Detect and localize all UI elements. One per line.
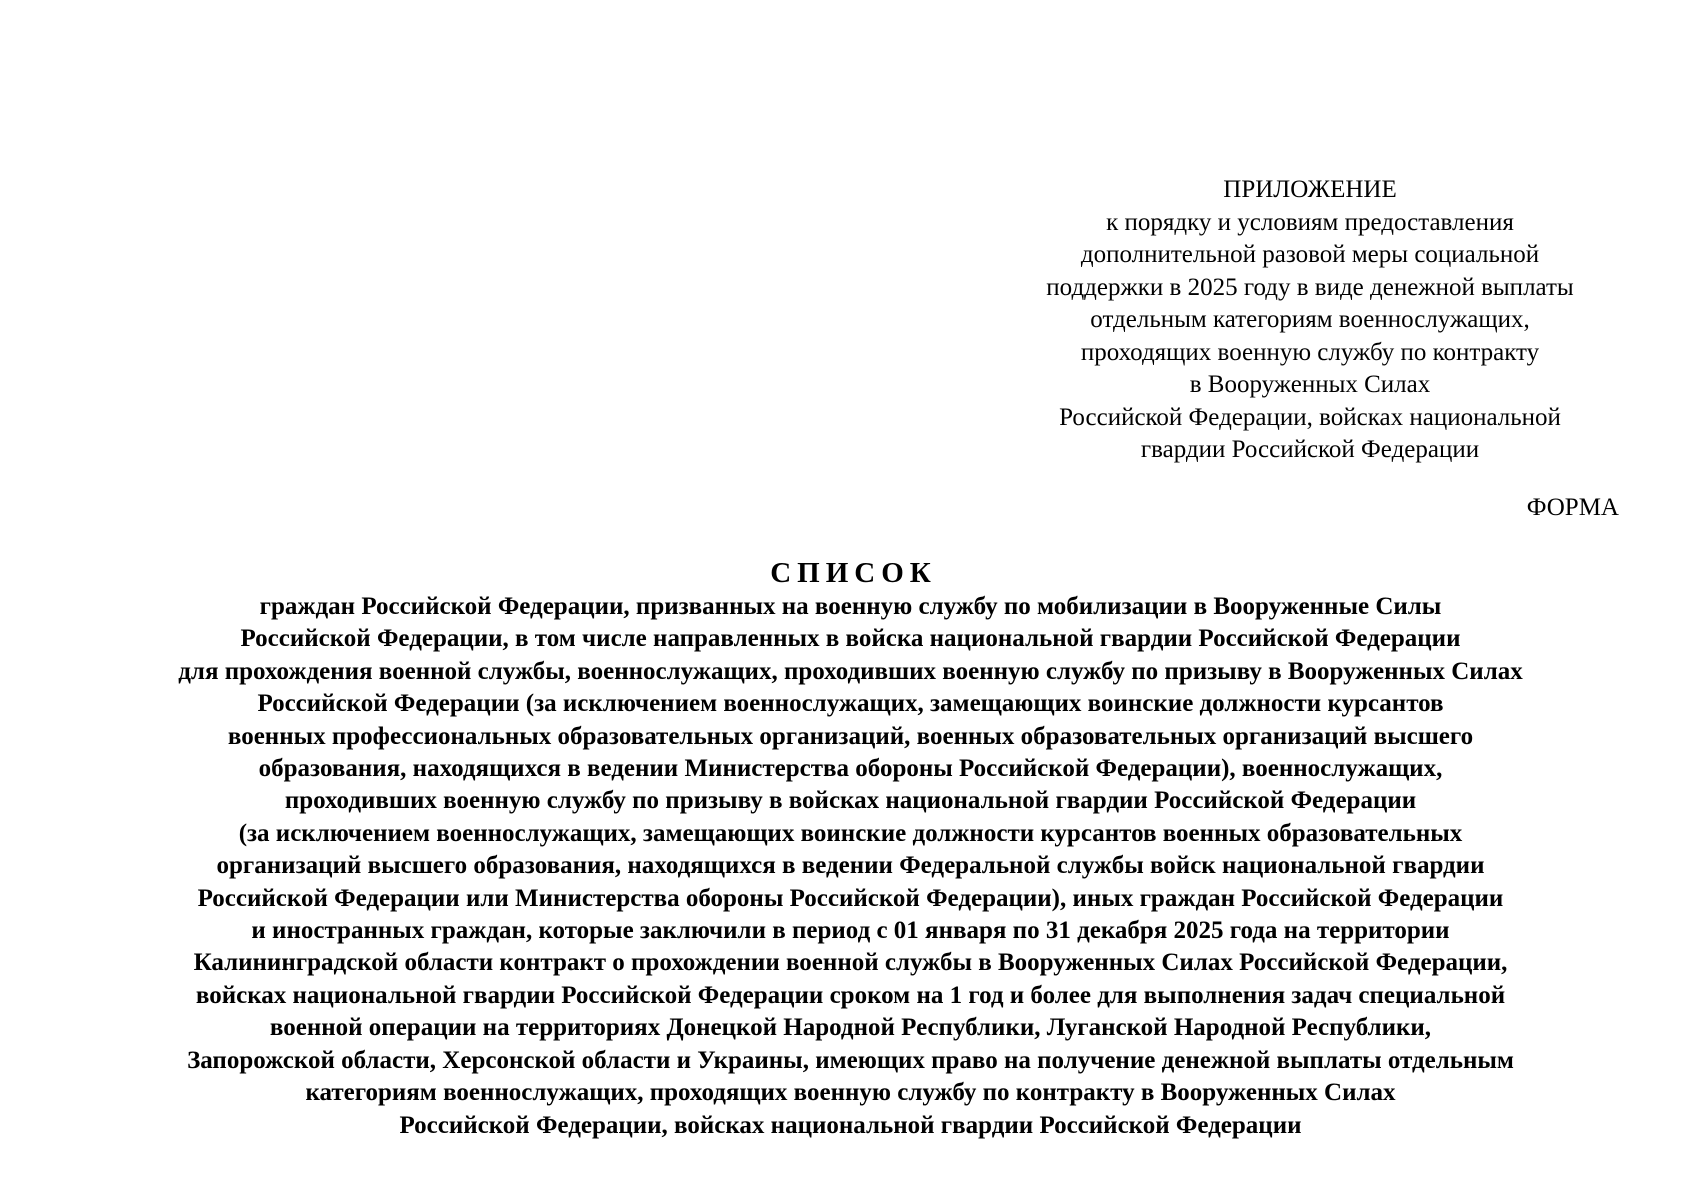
list-line: образования, находящихся в ведении Министерства обороны Российской Федерации), военнослужащих,: [258, 755, 1443, 783]
list-line: Российской Федерации (за исключением военнослужащих, замещающих воинские должности курсантов: [257, 690, 1444, 718]
list-line: проходивших военную службу по призыву в войсках национальной гвардии Российской Федерации: [284, 787, 1417, 815]
list-line: граждан Российской Федерации, призванных на военную службу по мобилизации в Вооруженные Силы: [259, 593, 1442, 620]
list-line: организаций высшего образования, находящихся в ведении Федеральной службы войск национальной гвардии: [216, 852, 1485, 880]
appendix-line: Российской Федерации, войсках национальной: [1059, 403, 1561, 431]
appendix-line: отдельным категориям военнослужащих,: [1090, 306, 1530, 333]
list-line: военных профессиональных образовательных организаций, военных образовательных организаций высшего: [227, 722, 1474, 750]
appendix-line: к порядку и условиям предоставления: [1106, 208, 1514, 236]
appendix-line: гвардии Российской Федерации: [1140, 436, 1480, 463]
list-title: СПИСОК: [770, 557, 937, 589]
list-line: войсках национальной гвардии Российской Федерации сроком на 1 год и более для выполнения задач специальной: [195, 981, 1506, 1009]
appendix-title: ПРИЛОЖЕНИЕ: [1223, 176, 1397, 203]
appendix-line: поддержки в 2025 году в виде денежной выплаты: [1046, 273, 1574, 301]
form-mark: ФОРМА: [1526, 494, 1619, 521]
list-line: Российской Федерации, войсках национальной гвардии Российской Федерации: [399, 1111, 1302, 1139]
appendix-block: [980, 174, 1640, 467]
list-line: Российской Федерации или Министерства обороны Российской Федерации), иных граждан Российской Федерации: [197, 884, 1504, 912]
appendix-line: проходящих военную службу по контракту: [1080, 338, 1540, 366]
list-line: категориям военнослужащих, проходящих военную службу по контракту в Вооруженных Силах: [305, 1079, 1396, 1107]
appendix-line: в Вооруженных Силах: [1189, 371, 1431, 398]
list-line: Запорожской области, Херсонской области и Украины, имеющих право на получение денежной выплаты отдельным: [187, 1046, 1514, 1074]
list-block: [40, 555, 1661, 1142]
list-line: и иностранных граждан, которые заключили в период с 01 января по 31 декабря 2025 года на территории: [251, 917, 1450, 945]
appendix-line: дополнительной разовой меры социальной: [1080, 241, 1540, 268]
list-line: (за исключением военнослужащих, замещающих воинские должности курсантов военных образовательных: [238, 819, 1463, 847]
list-line: военной операции на территориях Донецкой Народной Республики, Луганской Народной Республики,: [269, 1014, 1432, 1042]
list-line: Калининградской области контракт о прохождении военной службы в Вооруженных Силах Российской Федерации,: [193, 949, 1508, 977]
list-line: Российской Федерации, в том числе направленных в войска национальной гвардии Российской Федерации: [240, 625, 1461, 653]
list-line: для прохождения военной службы, военнослужащих, проходивших военную службу по призыву в Вооруженных Силах: [178, 657, 1523, 685]
